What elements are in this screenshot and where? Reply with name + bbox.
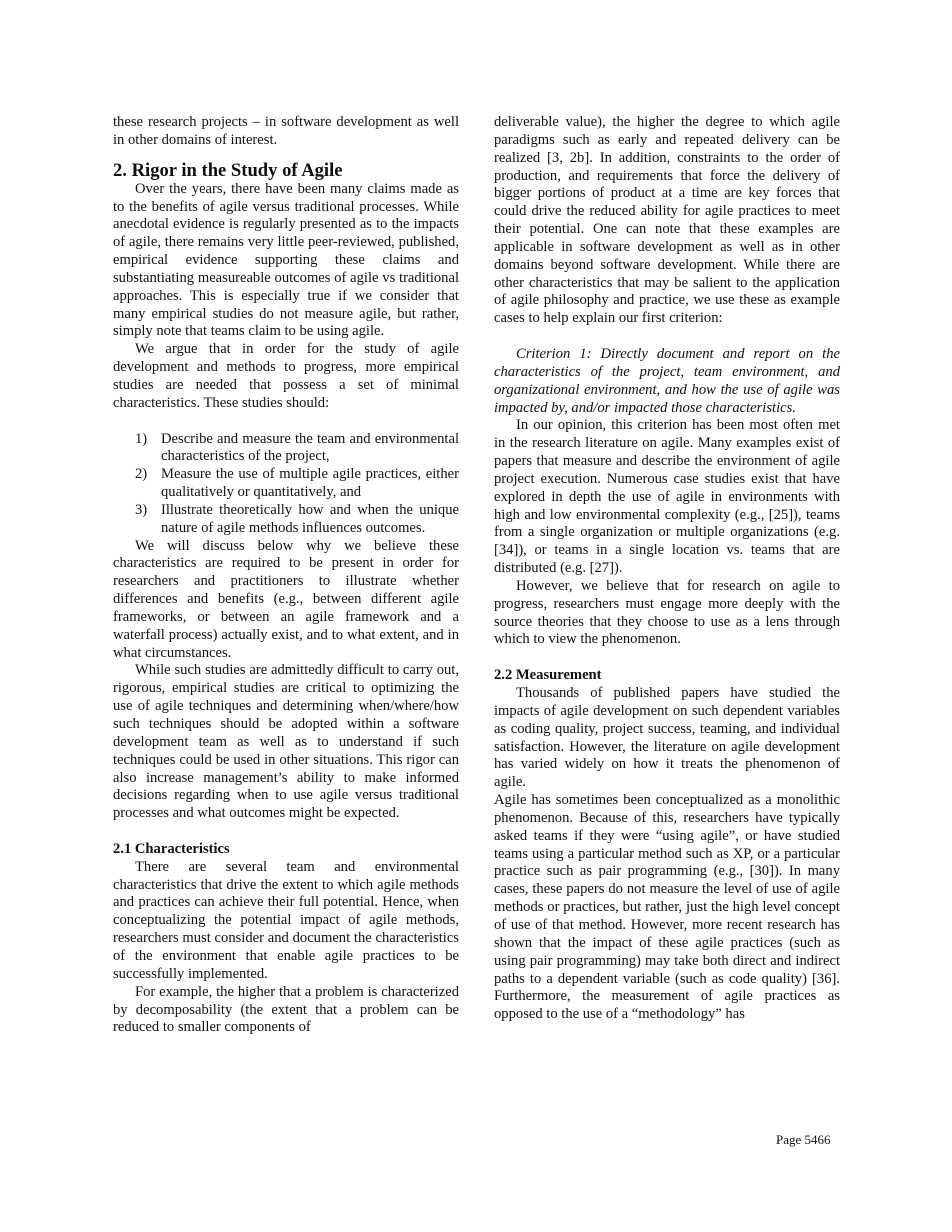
spacer bbox=[494, 649, 840, 667]
criterion-1-statement: Criterion 1: Directly document and report on the characteristics of the project, team environment, and organizational environment, and how the use of agile was impacted by, and/or impacted those characteristics. bbox=[494, 345, 840, 416]
list-item bbox=[113, 466, 459, 502]
measurement-paragraph-2: Agile has sometimes been conceptualized as a monolithic phenomenon. Because of this, researchers have typically asked teams if they were “using agile”, or have studied teams using a particular method such as XP, or a particular practice such as pair programming (e.g., [30]). In many cases, these papers do not measure the level of use of agile methods or practices, but rather, just the high level concept of use of that method. However, more recent research has shown that the impact of these agile practices (such as using pair programming) may take both direct and indirect paths to a dependent variable (such as code quality) [36]. Furthermore, the measurement of agile practices as opposed to the use of a “methodology” has bbox=[494, 792, 840, 1023]
intro-tail-paragraph: these research projects – in software development as well in other domains of interest. bbox=[113, 114, 459, 148]
criterion-followup-paragraph: However, we believe that for research on agile to progress, researchers must engage more deeply with the source theories that they choose to use as a lens through which to view the phenomenon. bbox=[494, 577, 840, 648]
right-column bbox=[494, 114, 840, 1024]
section-paragraph-3: We will discuss below why we believe these characteristics are required to be present in order for researchers and practitioners to illustrate whether differences and benefits (e.g., between different agile frameworks, or between an agile framework and a waterfall process) actually exist, and to what extent, and in what circumstances. bbox=[113, 537, 459, 661]
list-item-number: 1) bbox=[135, 430, 148, 447]
characteristics-paragraph-1: There are several team and environmental characteristics that drive the extent to which agile methods and practices can achieve their full potential. Hence, when conceptualizing the potential impact of agile methods, researchers must consider and document the characteristics of the environment that enable agile practices to be successfully implemented. bbox=[113, 858, 459, 982]
list-item bbox=[113, 431, 459, 467]
section-paragraph-4: While such studies are admittedly difficult to carry out, rigorous, empirical studies are critical to optimizing the use of agile techniques and determining when/where/how such techniques should be adopted within a software development team as well as to understand if such techniques could be used in other situations. This rigor can also increase management’s ability to make informed decisions regarding when to use agile versus traditional processes and what outcomes might be expected. bbox=[113, 662, 459, 822]
section-paragraph-2: We argue that in order for the study of agile development and methods to progress, more empirical studies are needed that possess a set of minimal characteristics. These studies should: bbox=[113, 341, 459, 411]
subsection-title-measurement: 2.2 Measurement bbox=[494, 667, 602, 684]
page-number: Page 5466 bbox=[776, 1132, 831, 1147]
subsection-title-characteristics: 2.1 Characteristics bbox=[113, 840, 230, 857]
criteria-list bbox=[113, 431, 459, 538]
list-item-text: Measure the use of multiple agile practices, either qualitatively or quantitatively, and bbox=[161, 466, 459, 501]
list-item-number: 2) bbox=[135, 466, 148, 483]
list-item-text: Illustrate theoretically how and when the unique nature of agile methods influences outcomes. bbox=[161, 501, 459, 536]
characteristics-paragraph-continued: deliverable value), the higher the degree to which agile paradigms such as early and repeated delivery can be realized [3, 2b]. In addition, constraints to the order of production, and requirements that force the delivery of bigger portions of product at a time are key forces that could drive the reduced ability for agile practices to meet their potential. One can note that these examples are applicable in software development as well as in other domains beyond software development. While there are other characteristics that may be salient to the application of agile philosophy and practice, we use these as example cases to help explain our first criterion: bbox=[494, 114, 840, 327]
list-item-number: 3) bbox=[135, 501, 148, 518]
measurement-paragraph-1: Thousands of published papers have studied the impacts of agile development on such dependent variables as coding quality, project success, teaming, and individual satisfaction. However, the literature on agile development has varied widely on how it treats the phenomenon of agile. bbox=[494, 685, 840, 791]
list-item bbox=[113, 502, 459, 538]
spacer bbox=[113, 413, 459, 431]
criterion-discussion-paragraph: In our opinion, this criterion has been most often met in the research literature on agile. Many examples exist of papers that measure and describe the environment of agile project execution. Numerous case studies exist that have explored in depth the use of agile in environments with high and low environmental complexity (e.g., [25]), teams from a single organization or multiple organizations (e.g. [34]), or teams in a single location vs. teams that are distributed (e.g. [27]). bbox=[494, 417, 840, 577]
spacer bbox=[113, 823, 459, 841]
list-item-text: Describe and measure the team and environmental characteristics of the project, bbox=[161, 430, 459, 465]
section-title: 2. Rigor in the Study of Agile bbox=[113, 159, 343, 181]
left-column bbox=[113, 114, 459, 1037]
section-paragraph-1: Over the years, there have been many claims made as to the benefits of agile versus traditional processes. While anecdotal evidence is regularly presented as to the impacts of agile, there remains very little peer-reviewed, published, empirical evidence supporting these claims and substantiating measureable outcomes of agile vs traditional approaches. This is especially true if we consider that many empirical studies do not measure agile, but rather, simply note that teams claim to be using agile. bbox=[113, 180, 459, 340]
spacer bbox=[494, 328, 840, 346]
characteristics-paragraph-2: For example, the higher that a problem is characterized by decomposability (the extent that a problem can be reduced to smaller components of bbox=[113, 983, 459, 1036]
